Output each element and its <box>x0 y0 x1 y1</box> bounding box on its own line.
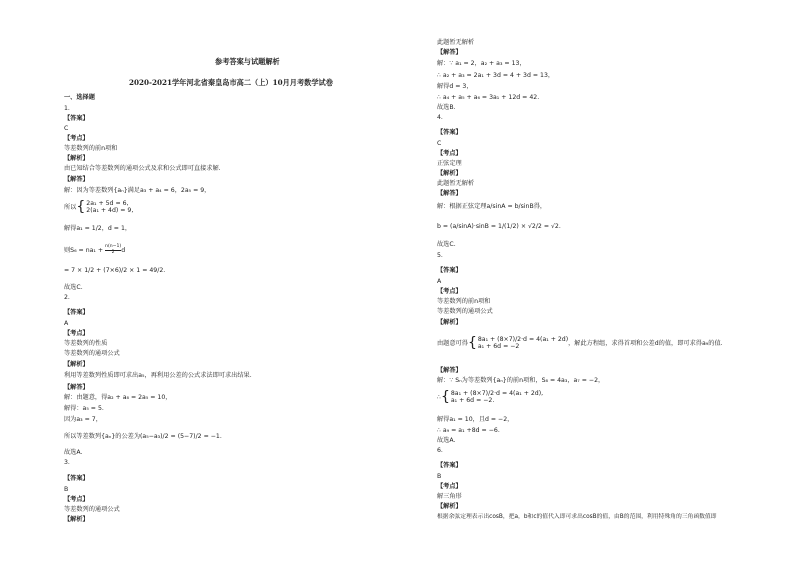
keypoint-heading: 【考点】 <box>437 288 462 295</box>
exam-title: 2020-2021学年河北省秦皇岛市高二（上）10月月考数学试卷 <box>129 78 333 87</box>
solution-line: b = (a/sinA)·sinB = 1/(1/2) × √2/2 = √2. <box>437 223 561 230</box>
solution-system-prefix: ∴ <box>437 394 441 401</box>
fraction-denominator: 2 <box>111 249 115 255</box>
question-number: 5. <box>437 252 443 259</box>
analysis-heading: 【解析】 <box>64 361 89 368</box>
solution-line: ∴ a₉ = a₁ +8d = −6. <box>437 427 500 434</box>
answer-value: C <box>437 140 442 147</box>
analysis-text: 根据余弦定理表示出cosB，把a，b和c的值代入即可求出cosB的值，由B的范围，利用特殊角的三角函数值即 <box>437 514 717 520</box>
system-eq-2: 2(a₁ + 4d) = 9, <box>86 207 134 214</box>
analysis-system <box>437 336 723 350</box>
analysis-heading: 【解析】 <box>437 170 462 177</box>
analysis-heading: 【解析】 <box>437 319 462 326</box>
brace-glyph: { <box>440 389 450 405</box>
brace-glyph: { <box>76 199 86 215</box>
solution-heading: 【解答】 <box>437 367 462 374</box>
solution-heading: 【解答】 <box>64 176 89 183</box>
answer-value: B <box>64 486 69 493</box>
keypoint-text: 解三角形 <box>437 493 462 500</box>
keypoint-text: 等差数列的通项公式 <box>64 350 120 357</box>
keypoint-heading: 【考点】 <box>64 135 89 142</box>
solution-system <box>64 200 133 214</box>
solution-line: 解：∵ Sₙ为等差数列{aₙ}的前n项和，S₈ = 4a₃，a₇ = −2， <box>437 377 605 384</box>
conclusion: 故选C. <box>437 241 456 248</box>
question-number: 6. <box>437 447 443 454</box>
keypoint-text: 等差数列的前n项和 <box>437 298 491 305</box>
answer-heading: 【答案】 <box>64 309 89 316</box>
analysis-text: 利用等差数列性质即可求出a₅，再利用公差的公式求法即可求出结果. <box>64 372 252 379</box>
solution-line: 因为a₃ = 7， <box>64 416 102 423</box>
solution-heading: 【解答】 <box>437 49 462 56</box>
system-eq-2: a₁ + 6d = −2. <box>450 397 495 404</box>
question-number: 2. <box>64 294 70 301</box>
solution-line: 解得：a₅ = 5. <box>64 405 104 412</box>
question-number: 3. <box>64 459 70 466</box>
solution-line: ∴ a₄ + a₅ + a₆ = 3a₁ + 12d = 42. <box>437 94 540 101</box>
analysis-text: 此题暂无解析 <box>437 180 475 187</box>
solution-line: 解：∵ a₁ = 2，a₂ + a₃ = 13， <box>437 60 526 67</box>
question-number: 4. <box>437 114 443 121</box>
conclusion: 故选A. <box>64 449 83 456</box>
keypoint-text: 等差数列的通项公式 <box>64 506 120 513</box>
answer-heading: 【答案】 <box>437 129 462 136</box>
answer-heading: 【答案】 <box>437 267 462 274</box>
solution-line: 解得a₁ = 1/2，d = 1， <box>64 225 132 232</box>
formula-prefix: 则S₆ = na₁ + <box>64 247 104 255</box>
solution-line: 解：由题意，得a₂ + a₈ = 2a₅ = 10， <box>64 394 172 401</box>
keypoint-text: 等差数列的性质 <box>64 340 108 347</box>
keypoint-heading: 【考点】 <box>64 330 89 337</box>
keypoint-heading: 【考点】 <box>437 150 462 157</box>
fraction-numerator: n(n−1) <box>105 244 122 249</box>
keypoint-text: 等差数列的前n项和 <box>64 145 118 152</box>
answer-heading: 【答案】 <box>64 475 89 482</box>
doc-title: 参考答案与试题解析 <box>215 57 280 66</box>
keypoint-heading: 【考点】 <box>64 496 89 503</box>
system-eq-1: 2a₁ + 5d = 6, <box>86 200 129 207</box>
solution-line: 解得d = 3， <box>437 83 473 90</box>
conclusion: 故选A. <box>437 437 456 444</box>
solution-line: 解得a₁ = 10，且d = −2， <box>437 416 514 423</box>
answer-value: C <box>64 125 69 132</box>
section-heading: 一、选择题 <box>64 94 95 101</box>
solution-system <box>437 390 543 404</box>
solution-line: 所以等差数列{aₙ}的公差为(a₅−a₃)/2 = (5−7)/2 = −1. <box>64 433 222 440</box>
answer-value: A <box>437 278 442 285</box>
analysis-heading: 【解析】 <box>437 503 462 510</box>
formula-suffix: d <box>121 247 126 255</box>
brace-glyph: { <box>467 335 477 351</box>
keypoint-text: 正弦定理 <box>437 160 462 167</box>
solution-formula <box>64 245 125 255</box>
answer-heading: 【答案】 <box>64 115 89 122</box>
analysis-text: 此题暂无解析 <box>437 39 475 46</box>
solution-system-prefix: 所以 <box>64 204 77 211</box>
solution-line: = 7 × 1/2 + (7×6)/2 × 1 = 49/2. <box>64 267 166 274</box>
solution-line: ∴ a₂ + a₃ = 2a₁ + 3d = 4 + 3d = 13， <box>437 72 555 79</box>
keypoint-text: 等差数列的通项公式 <box>437 308 493 315</box>
system-eq-1: 8a₁ + (8×7)/2·d = 4(a₁ + 2d), <box>450 390 544 397</box>
conclusion: 故选C. <box>64 284 83 291</box>
system-eq-2: a₁ + 6d = −2 <box>477 343 520 350</box>
analysis-heading: 【解析】 <box>64 155 89 162</box>
analysis-text: 由已知结合等差数列的通项公式及求和公式即可直接求解. <box>64 165 221 172</box>
answer-value: A <box>64 320 69 327</box>
analysis-system-prefix: 由题意可得 <box>437 340 468 347</box>
analysis-heading: 【解析】 <box>64 516 89 523</box>
answer-value: B <box>437 473 442 480</box>
answer-heading: 【答案】 <box>437 462 462 469</box>
question-number: 1. <box>64 105 70 112</box>
solution-heading: 【解答】 <box>64 384 89 391</box>
system-eq-1: 8a₁ + (8×7)/2·d = 4(a₁ + 2d) <box>477 336 569 343</box>
keypoint-heading: 【考点】 <box>437 483 462 490</box>
solution-heading: 【解答】 <box>437 190 462 197</box>
solution-line: 解：因为等差数列{aₙ}满足a₃ + a₄ = 6，2a₅ = 9， <box>64 187 211 194</box>
conclusion: 故选B. <box>437 104 456 111</box>
solution-line: 解：根据正弦定理a/sinA = b/sinB得， <box>437 203 547 210</box>
analysis-system-suffix: ，解此方程组，求得首项和公差d的值，即可求得a₉的值. <box>568 340 723 347</box>
